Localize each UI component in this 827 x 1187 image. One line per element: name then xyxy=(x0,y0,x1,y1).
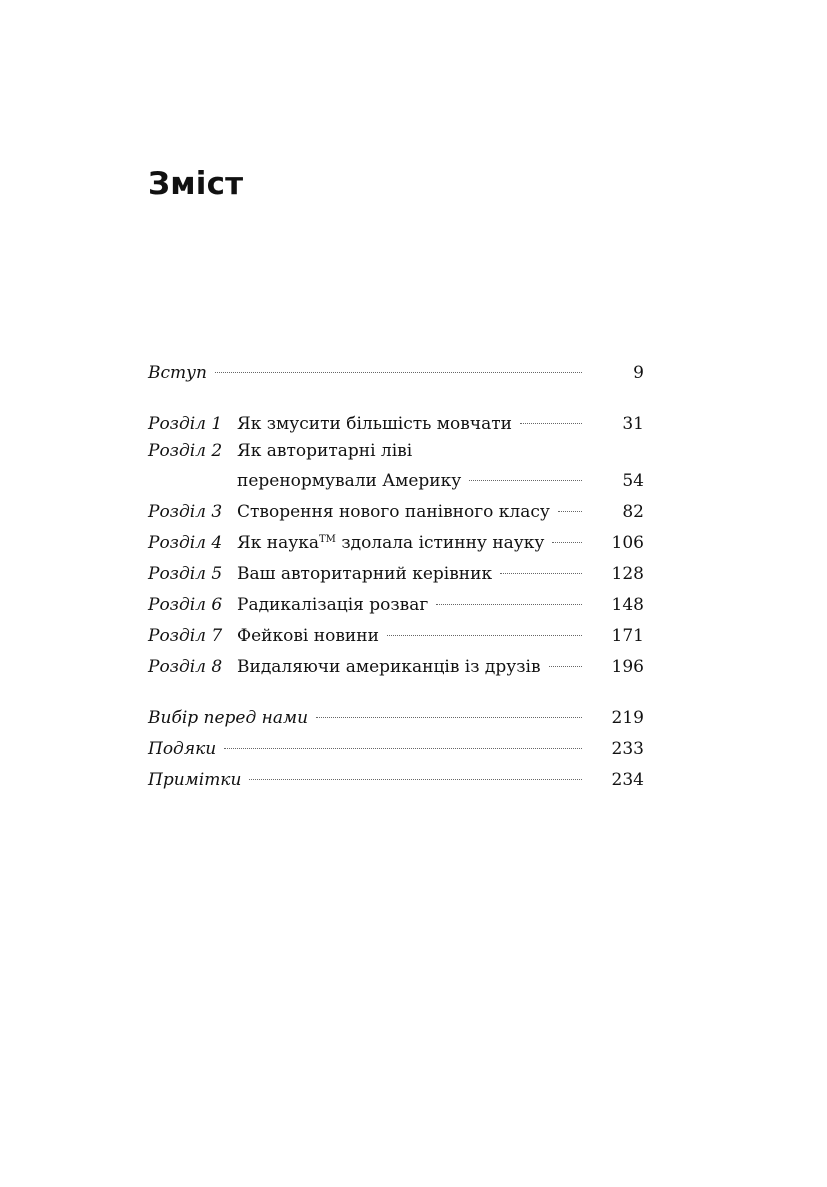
page-title: Зміст xyxy=(148,166,244,202)
page-number: 233 xyxy=(611,739,644,759)
dot-leader xyxy=(549,665,582,667)
chapter-title: Як змусити більшість мовчати xyxy=(237,414,512,434)
toc-entry-chapter-8[interactable] xyxy=(148,649,644,680)
page-number: 196 xyxy=(611,657,644,677)
page-number: 171 xyxy=(611,626,644,646)
dot-leader xyxy=(558,510,582,512)
section-label: Вибір перед нами xyxy=(148,708,309,728)
chapter-title: Видаляючи американців із друзів xyxy=(237,657,541,677)
chapter-title: Радикалізація розваг xyxy=(237,595,429,615)
toc-entry-intro[interactable] xyxy=(148,355,644,386)
dot-leader xyxy=(215,371,582,373)
chapter-title: Ваш авторитарний керівник xyxy=(237,564,493,584)
trademark-mark: TM xyxy=(319,534,336,545)
page-number: 219 xyxy=(611,708,644,728)
page-number: 82 xyxy=(622,502,644,522)
toc-entry-acknowledgements[interactable] xyxy=(148,731,644,762)
chapter-label: Розділ 5 xyxy=(148,564,223,584)
toc-entry-chapter-7[interactable] xyxy=(148,618,644,649)
dot-leader xyxy=(316,716,582,718)
page-number: 148 xyxy=(611,595,644,615)
page-number: 128 xyxy=(611,564,644,584)
toc-entry-notes[interactable] xyxy=(148,762,644,793)
section-label: Подяки xyxy=(148,739,217,759)
toc-entry-chapter-4[interactable] xyxy=(148,525,644,556)
toc-entry-chapter-2[interactable] xyxy=(148,437,644,494)
dot-leader xyxy=(436,603,582,605)
chapter-label: Розділ 3 xyxy=(148,502,223,522)
dot-leader xyxy=(469,479,582,481)
page-number: 54 xyxy=(622,471,644,491)
chapter-label: Розділ 2 xyxy=(148,441,223,461)
toc-entry-choice-before-us[interactable] xyxy=(148,700,644,731)
dot-leader xyxy=(387,634,582,636)
dot-leader xyxy=(500,572,582,574)
chapter-label: Розділ 4 xyxy=(148,533,223,553)
dot-leader xyxy=(552,541,582,543)
page-number: 234 xyxy=(611,770,644,790)
page-number: 9 xyxy=(633,363,644,383)
chapter-title: Створення нового панівного класу xyxy=(237,502,550,522)
page-number: 106 xyxy=(611,533,644,553)
chapter-title: Як авторитарні ліві xyxy=(237,441,413,461)
table-of-contents xyxy=(148,355,644,793)
toc-entry-chapter-1[interactable] xyxy=(148,406,644,437)
toc-entry-chapter-3[interactable] xyxy=(148,494,644,525)
chapter-label: Розділ 1 xyxy=(148,414,223,434)
toc-entry-chapter-6[interactable] xyxy=(148,587,644,618)
chapter-label: Розділ 6 xyxy=(148,595,223,615)
dot-leader xyxy=(249,778,582,780)
section-label: Примітки xyxy=(148,770,242,790)
toc-entry-chapter-5[interactable] xyxy=(148,556,644,587)
dot-leader xyxy=(224,747,582,749)
chapter-title-continuation: перенормували Америку xyxy=(237,471,462,491)
chapter-label: Розділ 8 xyxy=(148,657,223,677)
page-number: 31 xyxy=(622,414,644,434)
chapter-title: Як наука™ здолала істинну науку xyxy=(237,533,545,553)
chapter-title: Фейкові новини xyxy=(237,626,379,646)
dot-leader xyxy=(520,422,582,424)
intro-label: Вступ xyxy=(148,363,207,383)
chapter-label: Розділ 7 xyxy=(148,626,223,646)
